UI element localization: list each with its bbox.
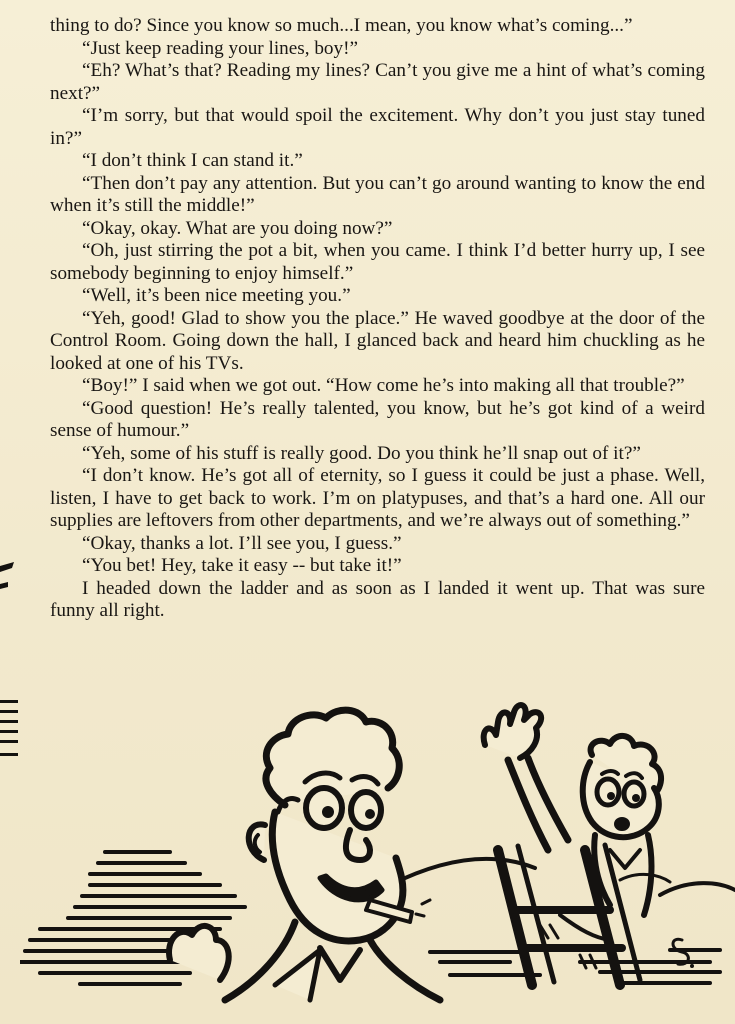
paragraph: “Then don’t pay any attention. But you can’t go around wanting to know the end when it’s still the middle!” xyxy=(50,172,705,216)
paragraph: “I don’t think I can stand it.” xyxy=(82,150,303,171)
paragraph: thing to do? Since you know so much...I mean, you know what’s coming...” xyxy=(50,15,633,36)
paragraph: “Oh, just stirring the pot a bit, when you came. I think I’d better hurry up, I see somebody beginning to enjoy himself.” xyxy=(50,240,705,284)
paragraph: “Yeh, some of his stuff is really good. Do you think he’ll snap out of it?” xyxy=(82,442,641,464)
paragraph: “Well, it’s been nice meeting you.” xyxy=(82,285,351,306)
paragraph: “You bet! Hey, take it easy -- but take it!” xyxy=(82,555,402,576)
paragraph: “I’m sorry, but that would spoil the excitement. Why don’t you just stay tuned in?” xyxy=(50,105,705,149)
paragraph: “Okay, okay. What are you doing now?” xyxy=(82,217,393,239)
paragraph: “Eh? What’s that? Reading my lines? Can’t you give me a hint of what’s coming next?” xyxy=(50,60,705,104)
paragraph: “I don’t know. He’s got all of eternity, so I guess it could be just a phase. Well, listen, I have to get back to work. I’m on platypuses, and that’s a hard one. All our supplies are leftovers from other departments, and we’re always out of something.” xyxy=(50,465,705,531)
paragraph: “Yeh, good! Glad to show you the place.” He waved goodbye at the door of the Control Room. Going down the hall, I glanced back and heard him chuckling as he looked at one of his TVs. xyxy=(50,307,705,374)
paragraph: “Good question! He’s really talented, you know, but he’s got kind of a weird sense of humour.” xyxy=(50,397,705,441)
paragraph: I headed down the ladder and as soon as I landed it went up. That was sure funny all right. xyxy=(50,577,705,621)
cartoon-illustration xyxy=(20,700,735,1024)
story-text xyxy=(50,15,705,623)
paragraph: “Boy!” I said when we got out. “How come he’s into making all that trouble?” xyxy=(82,375,685,396)
paragraph: “Just keep reading your lines, boy!” xyxy=(82,37,359,59)
binding-marks xyxy=(0,560,22,780)
paragraph: “Okay, thanks a lot. I’ll see you, I guess.” xyxy=(82,532,402,554)
